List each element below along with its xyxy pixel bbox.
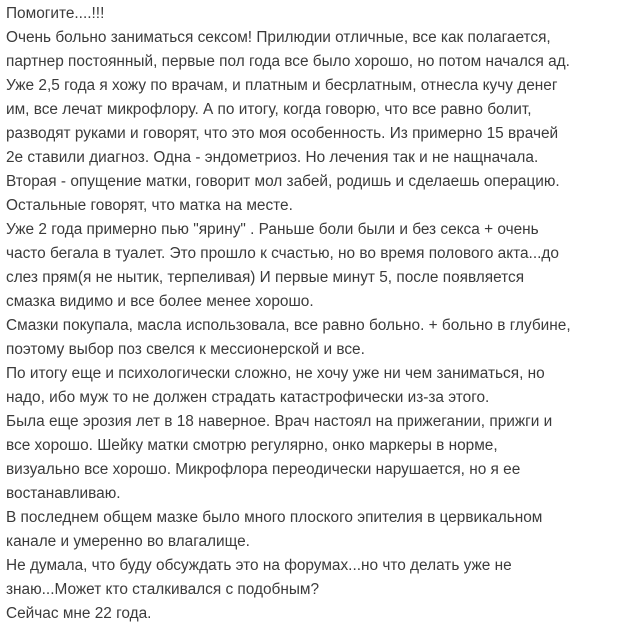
post-title: Помогите....!!!	[6, 5, 105, 22]
post-line: партнер постоянный, первые пол года все было хорошо, но потом начался ад.	[6, 53, 570, 70]
post-line: Вторая - опущение матки, говорит мол забей, родишь и сделаешь операцию.	[6, 173, 560, 190]
post-line: слез прям(я не нытик, терпеливая) И первые минут 5, после появляется	[6, 269, 525, 286]
post-line: поэтому выбор поз свелся к мессионерской и все.	[6, 341, 365, 358]
post-line: Уже 2 года примерно пью "ярину" . Раньше боли были и без секса + очень	[6, 221, 539, 238]
post-line: разводят руками и говорят, что это моя особенность. Из примерно 15 врачей	[6, 125, 559, 142]
post-line: Не думала, что буду обсуждать это на форумах...но что делать уже не	[6, 557, 512, 574]
post-line: Смазки покупала, масла использовала, все равно больно. + больно в глубине,	[6, 317, 571, 334]
post-line: Была еще эрозия лет в 18 наверное. Врач настоял на прижегании, прижги и	[6, 413, 553, 430]
post-line: все хорошо. Шейку матки смотрю регулярно, онко маркеры в норме,	[6, 437, 498, 454]
post-line: 2е ставили диагноз. Одна - эндометриоз. Но лечения так и не нащначала.	[6, 149, 539, 166]
post-line: часто бегала в туалет. Это прошло к счастью, но во время полового акта...до	[6, 245, 559, 262]
post-line: визуально все хорошо. Микрофлора переодически нарушается, но я ее	[6, 461, 521, 478]
post-line: смазка видимо и все более менее хорошо.	[6, 293, 314, 310]
post-line: им, все лечат микрофлору. А по итогу, когда говорю, что все равно болит,	[6, 101, 532, 118]
post-line: Остальные говорят, что матка на месте.	[6, 197, 293, 214]
post-line: знаю...Может кто сталкивался с подобным?	[6, 581, 320, 598]
post-line: канале и умеренно во влагалище.	[6, 533, 250, 550]
post-line: Очень больно заниматься сексом! Прилюдии отличные, все как полагается,	[6, 29, 551, 46]
post-line: востанавливаю.	[6, 485, 121, 502]
post-line: надо, ибо муж то не должен страдать катастрофически из-за этого.	[6, 389, 490, 406]
post-line: По итогу еще и психологически сложно, не хочу уже ни чем заниматься, но	[6, 365, 545, 382]
post-line: Уже 2,5 года я хожу по врачам, и платным и бесрлатным, отнесла кучу денег	[6, 77, 558, 94]
post-line: Сейчас мне 22 года.	[6, 605, 152, 622]
post-line: В последнем общем мазке было много плоского эпителия в цервикальном	[6, 509, 543, 526]
